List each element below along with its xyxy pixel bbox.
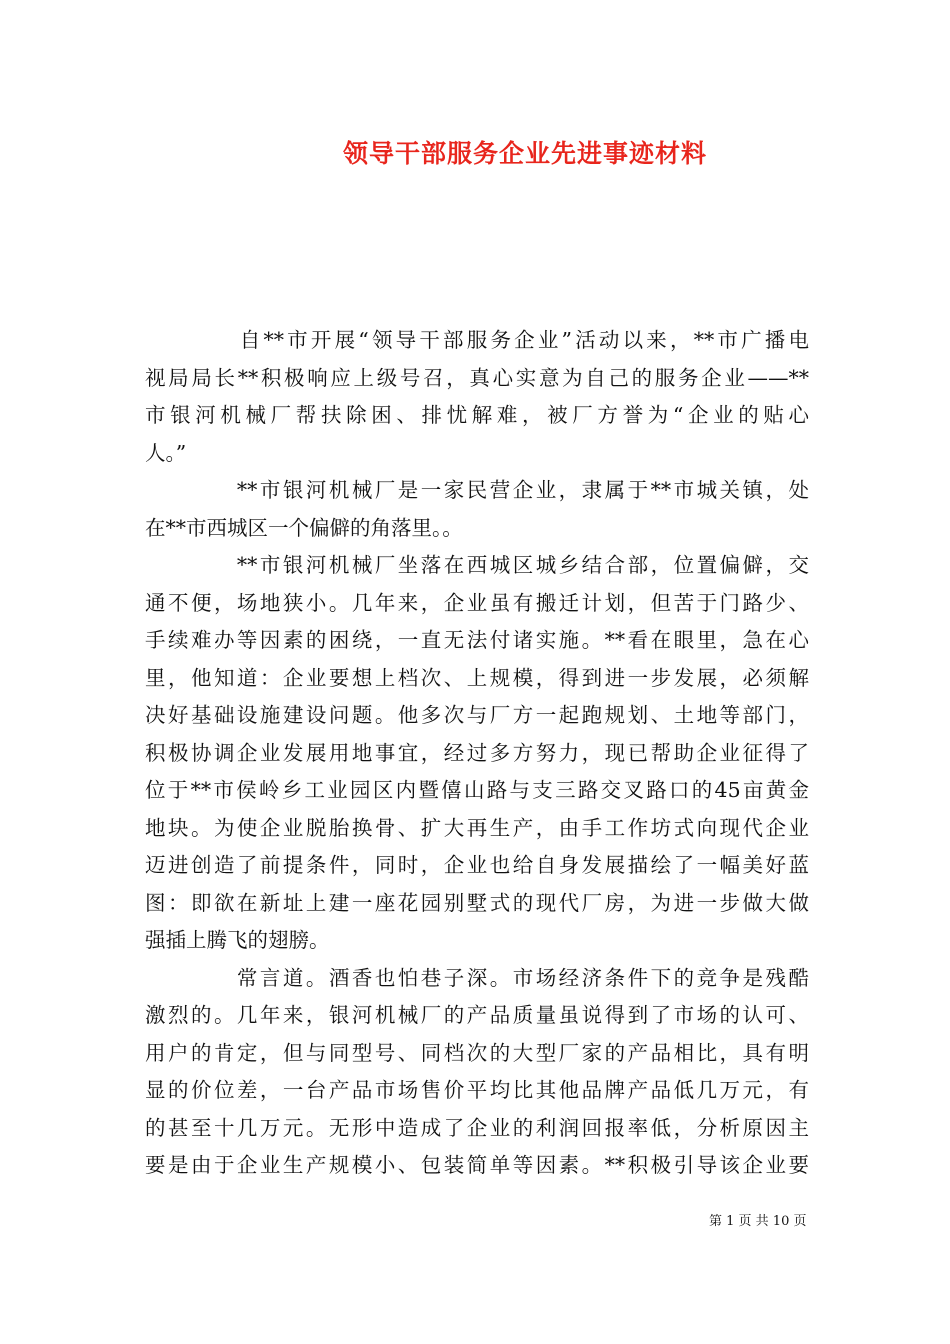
page-number: 第 1 页 共 10 页 xyxy=(709,1214,807,1229)
document-body xyxy=(145,322,809,1185)
text-line: 激烈的。几年来，银河机械厂的产品质量虽说得到了市场的认可、 xyxy=(145,1003,809,1027)
text-line: 积极协调企业发展用地事宜，经过多方努力，现已帮助企业征得了 xyxy=(145,740,809,765)
text-line: 迈进创造了前提条件，同时，企业也给自身发展描绘了一幅美好蓝 xyxy=(145,853,809,877)
text-line: 决好基础设施建设问题。他多次与厂方一起跑规划、土地等部门， xyxy=(145,703,809,727)
text-line: 通不便，场地狭小。几年来，企业虽有搬迁计划，但苦于门路少、 xyxy=(145,590,809,615)
text-line: **市银河机械厂是一家民营企业，隶属于**市城关镇，处 xyxy=(145,478,809,502)
text-line: 的甚至十几万元。无形中造成了企业的利润回报率低，分析原因主 xyxy=(145,1115,809,1140)
text-line: 人。” xyxy=(145,440,187,465)
page-title: 领导干部服务企业先进事迹材料 xyxy=(342,139,707,168)
text-line: 手续难办等因素的困绕，一直无法付诸实施。**看在眼里，急在心 xyxy=(145,628,809,652)
text-line: 位于**市侯岭乡工业园区内暨僖山路与支三路交叉路口的45亩黄金 xyxy=(145,778,809,802)
text-line: 自**市开展“领导干部服务企业”活动以来，**市广播电 xyxy=(145,328,809,352)
text-line: 地块。为使企业脱胎换骨、扩大再生产，由手工作坊式向现代企业 xyxy=(145,815,809,840)
text-line: 用户的肯定，但与同型号、同档次的大型厂家的产品相比，具有明 xyxy=(145,1040,809,1065)
text-line: 强插上腾飞的翅膀。 xyxy=(145,928,330,952)
text-line: 视局局长**积极响应上级号召，真心实意为自己的服务企业——** xyxy=(145,365,809,390)
text-line: 要是由于企业生产规模小、包装简单等因素。**积极引导该企业要 xyxy=(145,1153,809,1177)
text-line: 在**市西城区一个偏僻的角落里。。 xyxy=(145,515,463,540)
text-line: 里，他知道：企业要想上档次、上规模，得到进一步发展，必须解 xyxy=(145,665,809,690)
text-line: 市银河机械厂帮扶除困、排忧解难，被厂方誉为“企业的贴心 xyxy=(145,403,809,427)
text-line: 显的价位差，一台产品市场售价平均比其他品牌产品低几万元，有 xyxy=(145,1078,809,1102)
text-line: 常言道。酒香也怕巷子深。市场经济条件下的竞争是残酷 xyxy=(145,965,809,990)
text-line: **市银河机械厂坐落在西城区城乡结合部，位置偏僻，交 xyxy=(145,553,809,577)
text-line: 图：即欲在新址上建一座花园别墅式的现代厂房，为进一步做大做 xyxy=(145,890,809,915)
